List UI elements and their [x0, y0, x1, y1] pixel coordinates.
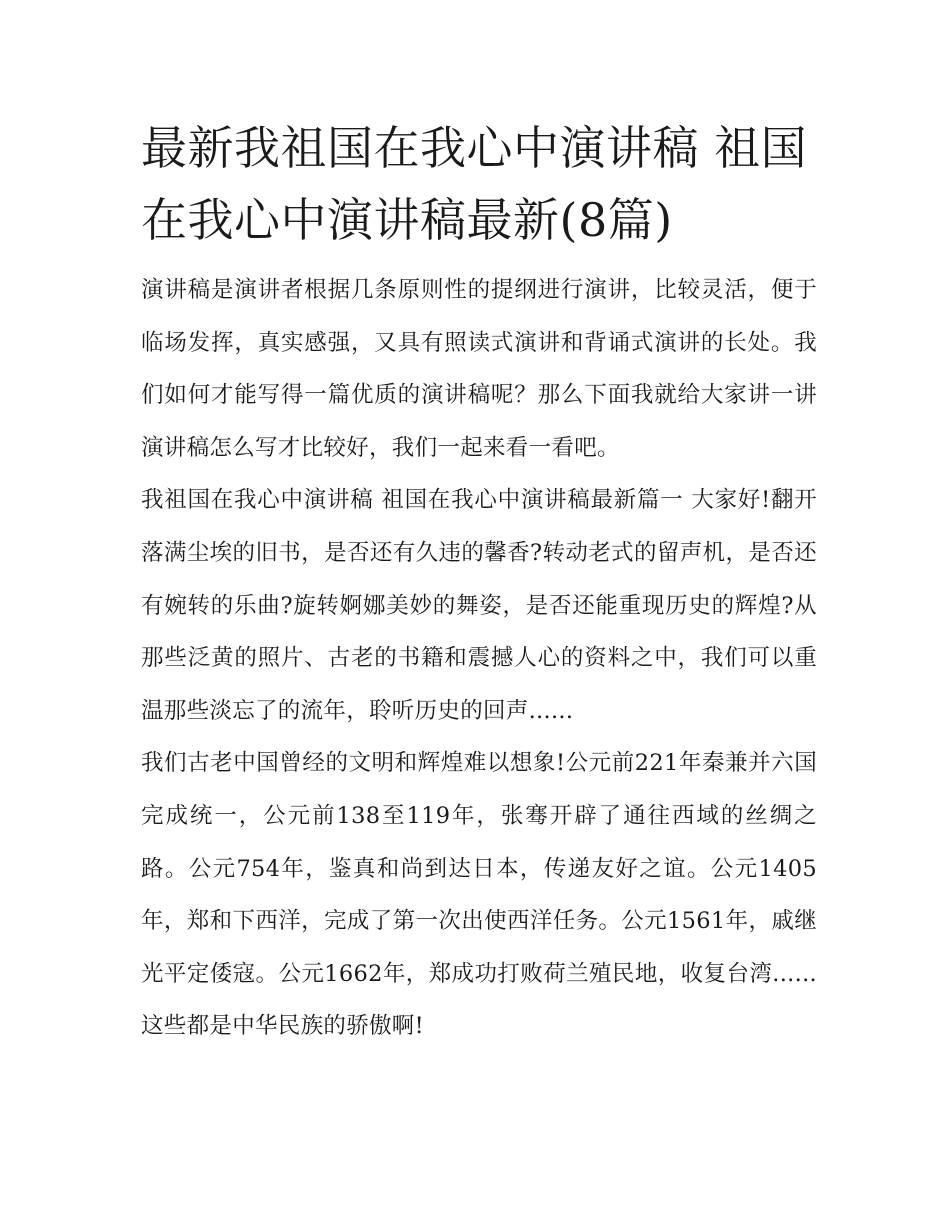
speech-one-paragraph: 我祖国在我心中演讲稿 祖国在我心中演讲稿最新篇一 大家好!翻开落满尘埃的旧书，是否还有久违的馨香?转动老式的留声机，是否还有婉转的乐曲?旋转婀娜美妙的舞姿，是否还能重现历史的辉煌?从那些泛黄的照片、古老的书籍和震撼人心的资料之中，我们可以重温那些淡忘了的流年，聆听历史的回声......	[141, 487, 817, 724]
document-title: 最新我祖国在我心中演讲稿 祖国在我心中演讲稿最新(8篇)	[141, 121, 808, 247]
intro-paragraph: 演讲稿是演讲者根据几条原则性的提纲进行演讲，比较灵活，便于临场发挥，真实感强，又具有照读式演讲和背诵式演讲的长处。我们如何才能写得一篇优质的演讲稿呢？那么下面我就给大家讲一讲演讲稿怎么写才比较好，我们一起来看一看吧。	[141, 277, 817, 461]
history-paragraph: 我们古老中国曾经的文明和辉煌难以想象!公元前221年秦兼并六国完成统一，公元前138至119年，张骞开辟了通往西域的丝绸之路。公元754年，鉴真和尚到达日本，传递友好之谊。公元1405年，郑和下西洋，完成了第一次出使西洋任务。公元1561年，戚继光平定倭寇。公元1662年，郑成功打败荷兰殖民地，收复台湾......这些都是中华民族的骄傲啊!	[141, 750, 817, 1040]
document-body	[141, 112, 817, 1053]
